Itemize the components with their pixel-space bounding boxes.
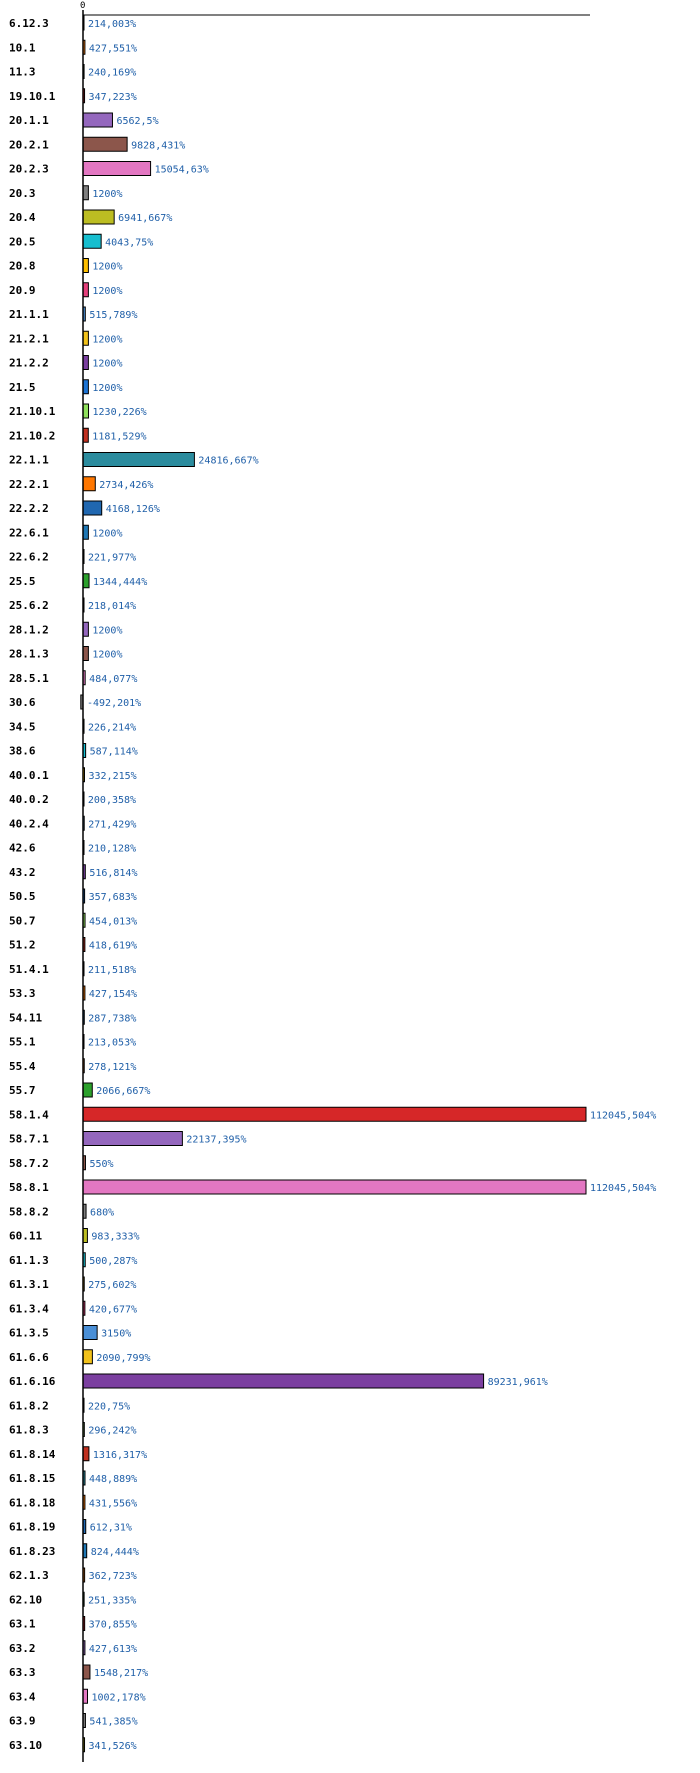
value-label: 4043,75% (105, 237, 154, 249)
category-label: 55.7 (9, 1084, 36, 1097)
category-label: 51.2 (9, 938, 36, 952)
value-label: 221,977% (87, 552, 137, 564)
category-label: 60.11 (9, 1229, 43, 1243)
bar-20.3 (83, 186, 88, 200)
value-label: 2066,667% (96, 1086, 151, 1097)
category-label: 20.1.1 (9, 114, 49, 127)
bar-58.7.1 (83, 1132, 182, 1146)
value-label: 1200% (92, 358, 123, 370)
value-label: 24816,667% (198, 455, 259, 467)
value-label: 251,335% (88, 1595, 137, 1607)
category-label: 61.3.5 (9, 1326, 49, 1340)
value-label: 1200% (92, 285, 123, 297)
value-label: 418,619% (88, 940, 138, 952)
value-label: 1200% (92, 649, 123, 661)
bar-22.2.2 (83, 501, 102, 515)
bar-21.5 (83, 380, 88, 394)
category-label: 43.2 (9, 865, 36, 879)
category-label: 22.6.2 (9, 550, 49, 564)
category-label: 61.8.23 (9, 1544, 56, 1558)
category-label: 6.12.3 (9, 17, 49, 30)
bar-21.2.2 (83, 356, 88, 370)
category-label: 55.4 (9, 1059, 36, 1073)
category-label: 40.2.4 (9, 817, 49, 831)
category-label: 21.1.1 (9, 308, 49, 321)
value-label: 680% (90, 1207, 115, 1219)
category-label: 58.8.1 (9, 1181, 49, 1194)
category-label: 21.5 (9, 380, 36, 394)
category-label: 61.3.1 (9, 1278, 49, 1291)
bar-22.6.1 (83, 525, 88, 539)
value-label: 1200% (92, 625, 123, 637)
value-label: 271,429% (88, 819, 137, 831)
value-label: 200,358% (87, 795, 137, 806)
category-label: 19.10.1 (9, 89, 56, 103)
category-label: 61.6.6 (9, 1350, 49, 1364)
labels-layer (9, 17, 656, 1752)
category-label: 58.1.4 (9, 1108, 49, 1122)
category-label: 50.7 (9, 914, 36, 928)
category-label: 40.0.2 (9, 793, 49, 806)
bar-28.1.2 (83, 622, 88, 636)
value-label: 22137,395% (186, 1134, 247, 1146)
category-label: 28.1.2 (9, 623, 49, 637)
category-label: 63.2 (9, 1641, 36, 1655)
value-label: 287,738% (88, 1013, 137, 1025)
value-label: 370,855% (88, 1619, 137, 1631)
category-label: 21.2.2 (9, 356, 49, 370)
value-label: 357,683% (88, 892, 137, 903)
category-label: 28.1.3 (9, 647, 49, 661)
value-label: 332,215% (88, 770, 137, 782)
value-label: 1344,444% (93, 576, 148, 588)
category-label: 61.1.3 (9, 1253, 49, 1267)
bar-20.4 (83, 210, 114, 224)
category-label: 22.2.1 (9, 477, 49, 491)
category-label: 61.3.4 (9, 1302, 49, 1316)
bar-20.2.1 (83, 137, 127, 151)
value-label: 431,556% (88, 1498, 138, 1510)
category-label: 30.6 (9, 696, 36, 709)
value-label: 2090,799% (96, 1352, 151, 1364)
value-label: 1200% (92, 528, 123, 540)
value-label: 484,077% (89, 673, 138, 685)
bar-22.2.1 (83, 477, 95, 491)
category-label: 63.3 (9, 1666, 36, 1679)
category-label: 21.10.1 (9, 405, 56, 418)
category-label: 11.3 (9, 65, 36, 79)
value-label: 211,518% (87, 964, 137, 976)
category-label: 20.5 (9, 235, 36, 249)
value-label: 1200% (92, 188, 123, 200)
value-label: 2734,426% (99, 479, 154, 491)
bar-22.1.1 (83, 453, 194, 467)
value-label: 218,014% (87, 601, 137, 612)
value-label: 214,003% (87, 19, 137, 30)
category-label: 20.2.3 (9, 162, 49, 176)
category-label: 63.4 (9, 1690, 36, 1704)
category-label: 21.10.2 (9, 429, 56, 443)
value-label: 6562,5% (116, 116, 159, 127)
value-label: 1230,226% (92, 407, 147, 418)
bar-61.6.6 (83, 1350, 92, 1364)
value-label: 427,154% (88, 989, 138, 1000)
bar-55.7 (83, 1083, 92, 1097)
value-label: 220,75% (87, 1401, 131, 1413)
category-label: 61.8.18 (9, 1496, 56, 1510)
value-label: -492,201% (87, 698, 142, 709)
value-label: 420,677% (88, 1304, 138, 1316)
value-label: 448,889% (89, 1474, 138, 1485)
category-label: 22.1.1 (9, 453, 49, 467)
bar-58.1.4 (83, 1107, 586, 1121)
category-label: 40.0.1 (9, 768, 49, 782)
category-label: 58.8.2 (9, 1205, 49, 1219)
value-label: 454,013% (89, 916, 138, 928)
value-label: 1200% (92, 382, 123, 394)
bar-20.5 (83, 234, 101, 248)
bars-layer (81, 16, 586, 1752)
category-label: 10.1 (9, 41, 36, 55)
value-label: 541,385% (89, 1716, 138, 1728)
value-label: 240,169% (88, 67, 137, 79)
value-label: 213,053% (87, 1037, 137, 1049)
value-label: 550% (89, 1158, 114, 1170)
category-label: 63.10 (9, 1738, 43, 1752)
value-label: 275,602% (88, 1280, 137, 1291)
category-label: 20.3 (9, 186, 36, 200)
value-label: 515,789% (89, 310, 138, 321)
value-label: 210,128% (87, 843, 137, 855)
bar-61.8.14 (83, 1447, 89, 1461)
category-label: 42.6 (9, 841, 36, 855)
value-label: 3150% (101, 1328, 132, 1340)
value-label: 9828,431% (131, 140, 186, 152)
bar-61.6.16 (83, 1374, 484, 1388)
value-label: 1548,217% (93, 1668, 149, 1679)
category-label: 20.9 (9, 283, 36, 297)
value-label: 516,814% (89, 867, 138, 879)
value-label: 341,526% (88, 1740, 137, 1752)
x-tick-label-0: 0 (80, 1, 86, 11)
value-label: 983,333% (91, 1231, 140, 1243)
category-label: 63.1 (9, 1617, 36, 1631)
bar-28.1.3 (83, 647, 88, 661)
category-label: 61.8.3 (9, 1423, 49, 1437)
category-label: 55.1 (9, 1035, 36, 1049)
value-label: 15054,63% (154, 164, 209, 176)
value-label: 824,444% (90, 1546, 139, 1558)
category-label: 20.4 (9, 211, 36, 224)
category-label: 62.1.3 (9, 1569, 49, 1582)
category-label: 61.8.15 (9, 1472, 56, 1485)
value-label: 587,114% (89, 746, 138, 758)
value-label: 1200% (92, 334, 123, 346)
bar-21.2.1 (83, 331, 88, 345)
bar-61.3.5 (83, 1326, 97, 1340)
value-label: 112045,504% (590, 1183, 657, 1194)
value-label: 427,551% (88, 43, 138, 55)
category-label: 61.8.14 (9, 1447, 56, 1461)
bar-63.3 (83, 1665, 90, 1679)
value-label: 427,613% (88, 1643, 138, 1655)
category-label: 63.9 (9, 1714, 36, 1728)
bar-20.9 (83, 283, 88, 297)
bar-25.5 (83, 574, 89, 588)
value-label: 226,214% (88, 722, 137, 734)
bar-20.8 (83, 259, 88, 273)
category-label: 58.7.1 (9, 1132, 49, 1146)
category-label: 25.5 (9, 574, 36, 588)
value-label: 362,723% (88, 1571, 137, 1582)
category-label: 61.8.19 (9, 1520, 56, 1534)
bar-58.8.1 (83, 1180, 586, 1194)
value-label: 1200% (92, 261, 123, 273)
value-label: 347,223% (88, 91, 137, 103)
value-label: 6941,667% (118, 213, 173, 224)
bar-20.1.1 (83, 113, 112, 127)
bar-21.10.2 (83, 428, 88, 442)
category-label: 25.6.2 (9, 599, 49, 612)
bar-20.2.3 (83, 162, 151, 176)
value-label: 112045,504% (590, 1110, 657, 1122)
category-label: 61.8.2 (9, 1399, 49, 1413)
category-label: 20.8 (9, 259, 36, 273)
category-label: 54.11 (9, 1011, 43, 1025)
value-label: 1002,178% (91, 1692, 146, 1704)
value-label: 4168,126% (105, 504, 160, 515)
value-label: 296,242% (88, 1425, 137, 1437)
value-label: 1181,529% (92, 431, 147, 443)
category-label: 58.7.2 (9, 1156, 49, 1170)
category-label: 38.6 (9, 744, 36, 758)
category-label: 61.6.16 (9, 1375, 56, 1388)
category-label: 21.2.1 (9, 332, 49, 346)
value-label: 612,31% (89, 1522, 132, 1534)
category-label: 50.5 (9, 890, 36, 903)
bar-21.10.1 (83, 404, 89, 418)
category-label: 34.5 (9, 720, 36, 734)
category-label: 51.4.1 (9, 962, 49, 976)
value-label: 1316,317% (92, 1449, 148, 1461)
category-label: 20.2.1 (9, 138, 49, 152)
category-label: 62.10 (9, 1593, 43, 1607)
category-label: 28.5.1 (9, 671, 49, 685)
value-label: 278,121% (88, 1061, 137, 1073)
value-label: 500,287% (89, 1255, 138, 1267)
category-label: 22.2.2 (9, 502, 49, 515)
value-label: 89231,961% (487, 1377, 548, 1388)
category-label: 22.6.1 (9, 526, 49, 540)
category-label: 53.3 (9, 987, 36, 1000)
